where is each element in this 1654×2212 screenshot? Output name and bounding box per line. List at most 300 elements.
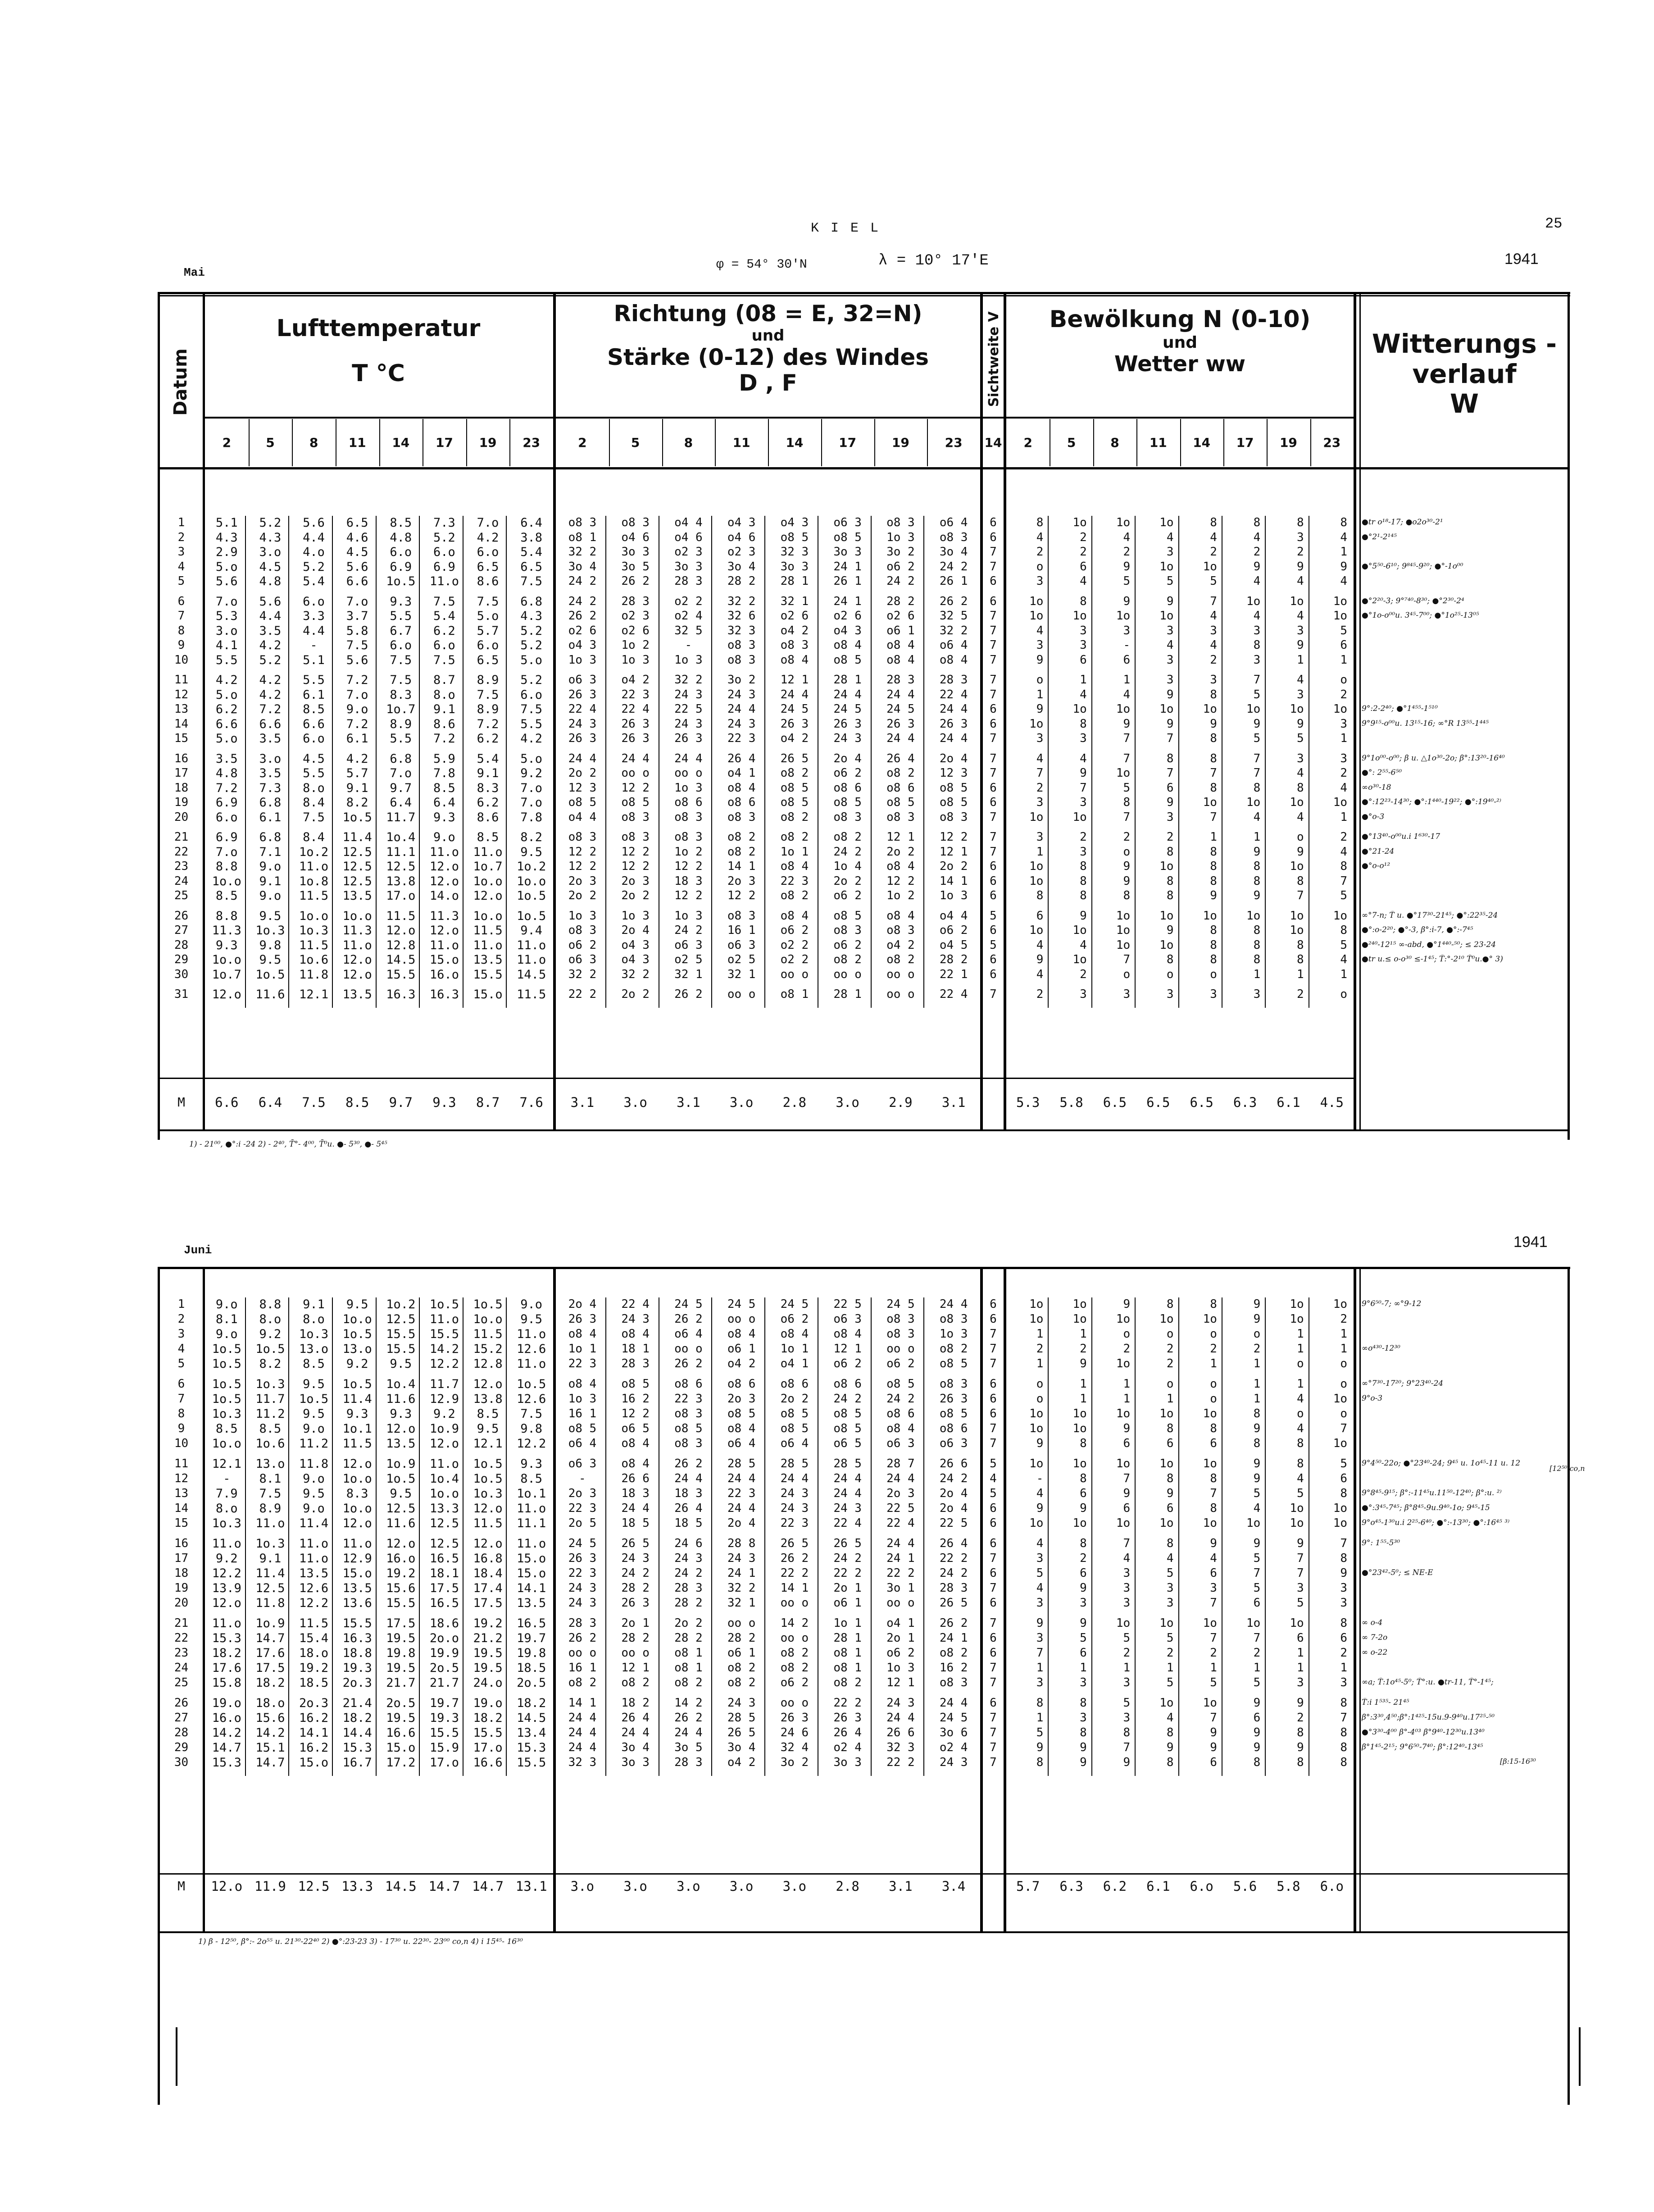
wind-hour-2: 2 bbox=[578, 435, 587, 450]
temp-cell: 15.5 bbox=[386, 967, 416, 982]
wind-cell: o6 2 bbox=[833, 889, 862, 902]
temp-cell: 1o.2 bbox=[517, 860, 546, 874]
cloud-cell: 1o bbox=[1072, 609, 1087, 623]
cloud-cell: 8 bbox=[1166, 1422, 1174, 1435]
mean-label: M bbox=[177, 1095, 185, 1110]
temp-cell: 7.5 bbox=[520, 702, 543, 716]
temp-hour-11: 11 bbox=[348, 435, 366, 450]
cloud-cell: 9 bbox=[1080, 1357, 1087, 1370]
temp-cell: 3.5 bbox=[259, 766, 282, 780]
cloud-cell: 8 bbox=[1210, 1502, 1217, 1515]
wind-cell: o8 3 bbox=[886, 1312, 915, 1326]
wind-cell: o4 5 bbox=[939, 938, 968, 952]
cloud-cell: 7 bbox=[1123, 732, 1131, 745]
wind-cell: 28 3 bbox=[621, 594, 650, 608]
temp-cell: 14.o bbox=[429, 889, 459, 903]
temp-cell: 12.5 bbox=[429, 1537, 459, 1551]
cloud-cell: 7 bbox=[1340, 1422, 1347, 1435]
day-number: 22 bbox=[174, 1631, 189, 1645]
cloud-cell: 3 bbox=[1080, 624, 1087, 637]
wind-cell: o6 3 bbox=[674, 938, 703, 952]
temp-cell: 12.9 bbox=[342, 1552, 372, 1566]
visibility-cell: 6 bbox=[990, 874, 997, 888]
cloud-cell: 2 bbox=[1080, 1342, 1087, 1356]
temp-cell: 1o.5 bbox=[473, 1297, 503, 1311]
cloud-cell: 9 bbox=[1253, 1726, 1261, 1739]
wind-cell: o8 4 bbox=[621, 1327, 650, 1341]
temp-cell: 8.9 bbox=[477, 702, 499, 716]
cloud-cell: 7 bbox=[1123, 1537, 1131, 1550]
cloud-cell: 9 bbox=[1210, 1537, 1217, 1550]
wind-cell: o8 1 bbox=[568, 530, 597, 544]
cloud-cell: 1o bbox=[1333, 796, 1347, 809]
wind-cell: o8 3 bbox=[568, 516, 597, 529]
weather-note: 9°6⁵⁰-7; ∞°9-12 bbox=[1362, 1299, 1422, 1308]
temp-cell: 11.5 bbox=[386, 909, 416, 923]
wind-cell: o6 4 bbox=[939, 638, 968, 652]
temp-cell: 14.1 bbox=[517, 1581, 546, 1595]
cloud-cell: 3 bbox=[1036, 796, 1044, 809]
temp-cell: 18.2 bbox=[342, 1711, 372, 1725]
wind-cell: 2o 4 bbox=[727, 1516, 756, 1530]
cloud-cell: 1o bbox=[1072, 1457, 1087, 1470]
temp-cell: 9.5 bbox=[390, 1487, 412, 1501]
wind-cell: 32 1 bbox=[780, 594, 809, 608]
temp-cell: 16.3 bbox=[429, 988, 459, 1001]
temp-cell: 15.3 bbox=[342, 1741, 372, 1755]
wind-hour-divider bbox=[609, 419, 610, 466]
weather-note: ●°:o-2²⁰; ●°-3, β°:i-7, ●°:-7⁴⁵ bbox=[1362, 925, 1473, 934]
wind-cell: 18 5 bbox=[621, 1516, 650, 1530]
cloud-cell: 1o bbox=[1203, 1312, 1217, 1326]
temp-cell: 12.5 bbox=[386, 1502, 416, 1516]
wind-cell: 26 4 bbox=[886, 751, 915, 765]
cloud-cell: 7 bbox=[1253, 1631, 1261, 1645]
cloud-cell: 5 bbox=[1253, 1487, 1261, 1500]
wind-cell: 26 2 bbox=[568, 609, 597, 623]
cloud-cell: 8 bbox=[1166, 751, 1174, 765]
temp-cell: 1o.5 bbox=[473, 1457, 503, 1471]
wind-cell: o8 5 bbox=[780, 796, 809, 809]
cloud-cell: 1o bbox=[1116, 702, 1131, 716]
cloud-cell: 9 bbox=[1210, 889, 1217, 902]
wind-mean-cell: 3.o bbox=[570, 1879, 595, 1894]
wind-col-line bbox=[711, 516, 712, 1008]
temp-hour-23: 23 bbox=[523, 435, 541, 450]
cloud-cell: 4 bbox=[1036, 624, 1044, 637]
wind-cell: o8 2 bbox=[780, 1661, 809, 1675]
wind-hour-8: 8 bbox=[684, 435, 693, 450]
day-number: 4 bbox=[177, 1342, 185, 1356]
wind-cell: 28 3 bbox=[674, 1756, 703, 1769]
wind-cell: 28 1 bbox=[833, 673, 862, 687]
wind-col-line bbox=[871, 516, 872, 1008]
visibility-cell: 7 bbox=[990, 845, 997, 859]
temp-cell: 8.5 bbox=[215, 889, 238, 903]
temp-cell: 5.5 bbox=[390, 732, 412, 746]
temp-cell: 15.6 bbox=[255, 1711, 285, 1725]
day-number: 30 bbox=[174, 1756, 189, 1769]
temp-cell: 12.o bbox=[342, 953, 372, 967]
wind-cell: 24 5 bbox=[780, 1297, 809, 1311]
wind-cell: 24 4 bbox=[780, 1472, 809, 1485]
day-number: 6 bbox=[177, 1377, 185, 1391]
cloud-cell: 3 bbox=[1210, 1581, 1217, 1595]
day-number: 20 bbox=[174, 1596, 189, 1610]
temp-mean-cell: 9.7 bbox=[389, 1095, 413, 1110]
temp-cell: 1o.o bbox=[473, 909, 503, 923]
cloud-cell: 8 bbox=[1210, 732, 1217, 745]
temp-cell: 5.o bbox=[520, 653, 543, 667]
cloud-cell: 8 bbox=[1340, 1696, 1347, 1710]
cloud-cell: o bbox=[1253, 1327, 1261, 1341]
cloud-cell: 7 bbox=[1210, 1596, 1217, 1610]
wind-cell: o8 4 bbox=[621, 1457, 650, 1470]
cloud-cell: 1 bbox=[1340, 1661, 1347, 1675]
cloud-cell: 4 bbox=[1166, 1711, 1174, 1725]
temp-col-line bbox=[506, 516, 507, 1008]
cloud-cell: 3 bbox=[1036, 732, 1044, 745]
wind-cell: oo o bbox=[568, 1646, 597, 1660]
wind-cell: o4 4 bbox=[568, 810, 597, 824]
wind-cell: 16 1 bbox=[568, 1407, 597, 1420]
wind-cell: 22 1 bbox=[939, 967, 968, 981]
temp-cell: 5.2 bbox=[520, 638, 543, 652]
cloud-cell: - bbox=[1123, 638, 1131, 652]
temp-cell: 4.5 bbox=[346, 545, 368, 559]
temp-cell: 7.o bbox=[346, 594, 368, 609]
weather-note: ●°o-o¹² bbox=[1362, 861, 1390, 870]
wind-cell: 3o 2 bbox=[780, 1756, 809, 1769]
temp-cell: 9.5 bbox=[303, 1487, 325, 1501]
day-number: 13 bbox=[174, 702, 189, 716]
temp-cell: 9.5 bbox=[390, 1357, 412, 1371]
table-row bbox=[160, 924, 1568, 938]
day-number: 14 bbox=[174, 717, 189, 731]
table-row bbox=[160, 1472, 1568, 1487]
wind-cell: 24 3 bbox=[886, 1696, 915, 1710]
temp-cell: 11.o bbox=[517, 953, 546, 967]
wind-cell: 16 1 bbox=[568, 1661, 597, 1675]
wind-cell: o8 4 bbox=[727, 1327, 756, 1341]
wind-cell: oo o bbox=[833, 967, 862, 981]
temp-cell: 17.o bbox=[429, 1756, 459, 1770]
year-juni: 1941 bbox=[1513, 1233, 1548, 1251]
temp-cell: 5.2 bbox=[259, 516, 282, 530]
wind-mean-cell: 3.o bbox=[623, 1095, 647, 1110]
wind-cell: o4 3 bbox=[780, 516, 809, 529]
bottom-margin-line-left bbox=[176, 2027, 177, 2086]
bottom-margin-line-right bbox=[1579, 2027, 1581, 2086]
wind-cell: 3o 1 bbox=[886, 1581, 915, 1595]
temp-cell: 12.2 bbox=[299, 1596, 329, 1610]
visibility-cell: 6 bbox=[990, 1537, 997, 1550]
cloud-cell: 2 bbox=[1080, 830, 1087, 844]
visibility-cell: 6 bbox=[990, 924, 997, 937]
cloud-cell: 5 bbox=[1210, 574, 1217, 588]
temp-cell: 12.o bbox=[212, 1596, 241, 1610]
cloud-cell: 4 bbox=[1296, 1392, 1304, 1406]
cloud-cell: 1o bbox=[1159, 1616, 1174, 1630]
cloud-cell: 6 bbox=[1166, 781, 1174, 795]
cloud-cell: 7 bbox=[1123, 953, 1131, 966]
cloud-cell: 1o bbox=[1116, 609, 1131, 623]
wind-cell: 22 3 bbox=[568, 1566, 597, 1580]
temp-cell: 19.2 bbox=[299, 1661, 329, 1675]
cloud-cell: 1o bbox=[1029, 810, 1044, 824]
day-number: 2 bbox=[177, 530, 185, 544]
cloud-cell: 1o bbox=[1333, 1437, 1347, 1450]
wind-cell: o4 1 bbox=[886, 1616, 915, 1630]
cloud-cell: 2 bbox=[1210, 653, 1217, 667]
wind-cell: o8 5 bbox=[939, 781, 968, 795]
temp-cell: 6.6 bbox=[346, 574, 368, 588]
cloud-cell: 3 bbox=[1340, 1581, 1347, 1595]
wind-mean-cell: 3.o bbox=[836, 1095, 859, 1110]
wind-cell: o6 3 bbox=[568, 1457, 597, 1470]
temp-cell: 19.9 bbox=[429, 1646, 459, 1660]
juni-weather-extra-2: [β:15-16³⁰ bbox=[1500, 1757, 1536, 1766]
temp-cell: 12.1 bbox=[212, 1457, 241, 1471]
cloud-cell: 8 bbox=[1340, 924, 1347, 937]
temp-cell: 11.o bbox=[429, 1312, 459, 1326]
wind-hour-11: 11 bbox=[732, 435, 750, 450]
cloud-cell: 1o bbox=[1159, 560, 1174, 573]
cloud-cell: 9 bbox=[1123, 560, 1131, 573]
cloud-col-line bbox=[1048, 516, 1049, 1008]
wind-cell: o8 5 bbox=[780, 781, 809, 795]
temp-cell: 9.1 bbox=[346, 781, 368, 795]
day-number: 21 bbox=[174, 1616, 189, 1630]
wind-cell: 24 5 bbox=[674, 1297, 703, 1311]
temp-cell: 9.1 bbox=[433, 702, 455, 716]
cloud-cell: 4 bbox=[1036, 1487, 1044, 1500]
cloud-cell: 1o bbox=[1116, 1407, 1131, 1420]
table-row bbox=[160, 1726, 1568, 1741]
cloud-cell: 1o bbox=[1116, 766, 1131, 780]
temp-cell: 9.1 bbox=[259, 874, 282, 888]
weather-note: ●°23⁴²-5⁰; ≤ NE-E bbox=[1362, 1568, 1433, 1577]
wind-cell: o8 6 bbox=[833, 1377, 862, 1391]
wind-cell: 24 2 bbox=[568, 594, 597, 608]
cloud-cell: 2 bbox=[1080, 967, 1087, 981]
day-number: 8 bbox=[177, 1407, 185, 1420]
wind-cell: 22 2 bbox=[568, 988, 597, 1001]
day-number: 1 bbox=[177, 516, 185, 529]
cloud-cell: 1 bbox=[1340, 653, 1347, 667]
temp-cell: 11.6 bbox=[255, 988, 285, 1001]
cloud-cell: 8 bbox=[1080, 594, 1087, 608]
wind-cell: oo o bbox=[727, 988, 756, 1001]
wind-cell: 26 2 bbox=[780, 1552, 809, 1565]
temp-cell: 6.9 bbox=[390, 560, 412, 574]
weather-note: T̄:i 1⁵³⁵- 21⁴⁵ bbox=[1362, 1698, 1409, 1707]
cloud-cell: 2 bbox=[1036, 988, 1044, 1001]
temp-cell: 5.4 bbox=[303, 574, 325, 588]
temp-cell: 1o.5 bbox=[386, 574, 416, 588]
visibility-cell: 7 bbox=[990, 1437, 997, 1450]
temp-cell: 15.3 bbox=[212, 1756, 241, 1770]
temp-cell: 7.5 bbox=[433, 653, 455, 667]
cloud-cell: 9 bbox=[1253, 845, 1261, 859]
temp-mean-cell: 6.4 bbox=[258, 1095, 282, 1110]
temp-cell: 13.4 bbox=[517, 1726, 546, 1740]
temp-cell: 1o.3 bbox=[255, 1537, 285, 1551]
cloud-cell: 5 bbox=[1123, 574, 1131, 588]
cloud-mean-cell: 6.5 bbox=[1146, 1095, 1170, 1110]
wind-cell: 32 2 bbox=[727, 1581, 756, 1595]
wind-cell: 28 3 bbox=[674, 1581, 703, 1595]
cloud-cell: 9 bbox=[1296, 1696, 1304, 1710]
wind-cell: 32 4 bbox=[780, 1741, 809, 1754]
cloud-cell: 1o bbox=[1029, 924, 1044, 937]
cloud-cell: 1o bbox=[1246, 702, 1261, 716]
cloud-cell: 3 bbox=[1080, 1711, 1087, 1725]
visibility-cell: 6 bbox=[990, 796, 997, 809]
wind-cell: 24 2 bbox=[833, 845, 862, 859]
visibility-cell: 7 bbox=[990, 1422, 997, 1435]
cloud-cell: 7 bbox=[1166, 732, 1174, 745]
wind-cell: o8 4 bbox=[886, 909, 915, 923]
temp-cell: 5.3 bbox=[215, 609, 238, 623]
cloud-cell: 1 bbox=[1123, 673, 1131, 687]
wind-hour-divider bbox=[715, 419, 716, 466]
table-row bbox=[160, 1741, 1568, 1756]
temp-cell: 5.4 bbox=[520, 545, 543, 559]
cloud-cell: 9 bbox=[1296, 1741, 1304, 1754]
table-row bbox=[160, 516, 1568, 531]
wind-cell: 26 5 bbox=[780, 751, 809, 765]
temp-cell: 8.7 bbox=[433, 673, 455, 687]
wind-cell: 22 3 bbox=[621, 687, 650, 701]
cloud-cell: 5 bbox=[1253, 732, 1261, 745]
wind-cell: o2 4 bbox=[939, 1741, 968, 1754]
wind-cell: o8 3 bbox=[674, 1437, 703, 1450]
cloud-cell: 1o bbox=[1333, 594, 1347, 608]
temp-cell: 19.o bbox=[212, 1696, 241, 1710]
temp-cell: 11.o bbox=[473, 845, 503, 859]
wind-cell: 26 4 bbox=[939, 1537, 968, 1550]
temp-cell: 5.6 bbox=[259, 594, 282, 609]
temp-cell: 1o.o bbox=[517, 874, 546, 888]
temp-cell: 18.6 bbox=[429, 1616, 459, 1630]
cloud-cell: 8 bbox=[1253, 938, 1261, 952]
cloud-cell: 1 bbox=[1080, 1327, 1087, 1341]
cloud-cell: 2 bbox=[1210, 545, 1217, 559]
visibility-cell: 6 bbox=[990, 530, 997, 544]
table-row bbox=[160, 766, 1568, 781]
wind-cell: 14 2 bbox=[674, 1696, 703, 1710]
wind-cell: 24 4 bbox=[621, 751, 650, 765]
wind-cell: 26 3 bbox=[568, 1312, 597, 1326]
wind-cell: 18 3 bbox=[674, 874, 703, 888]
cloud-cell: 2 bbox=[1253, 1646, 1261, 1660]
temp-cell: 15.1 bbox=[255, 1741, 285, 1755]
wind-cell: 3o 4 bbox=[727, 560, 756, 573]
temp-cell: 11.7 bbox=[255, 1392, 285, 1406]
wind-cell: o8 5 bbox=[568, 1422, 597, 1435]
weather-note: ●°13⁴⁰-o⁰⁰u.i 1⁶³⁰-17 bbox=[1362, 832, 1440, 841]
header-temperature: Lufttemperatur T °C bbox=[276, 315, 481, 387]
wind-cell: o8 3 bbox=[621, 516, 650, 529]
temp-cell: 12.o bbox=[473, 1537, 503, 1551]
cloud-cell: 7 bbox=[1123, 1741, 1131, 1754]
temp-cell: 11.5 bbox=[299, 1616, 329, 1630]
wind-cell: 12 2 bbox=[568, 845, 597, 859]
temp-cell: 1o.7 bbox=[212, 967, 241, 982]
temp-cell: 7.5 bbox=[477, 687, 499, 702]
temp-cell: 13.5 bbox=[342, 889, 372, 903]
temp-cell: 1o.o bbox=[212, 1437, 241, 1451]
temp-cell: 1o.5 bbox=[342, 1327, 372, 1341]
wind-cell: 26 4 bbox=[674, 1502, 703, 1515]
temp-cell: 5.o bbox=[477, 609, 499, 623]
cloud-cell: 4 bbox=[1253, 810, 1261, 824]
cloud-cell: 9 bbox=[1210, 717, 1217, 731]
wind-cell: 16 1 bbox=[727, 924, 756, 937]
cloud-cell: 9 bbox=[1166, 594, 1174, 608]
temp-cell: 11.4 bbox=[255, 1566, 285, 1580]
cloud-cell: 2 bbox=[1166, 1357, 1174, 1370]
cloud-mean-cell: 5.8 bbox=[1059, 1095, 1083, 1110]
cloud-hour-divider bbox=[1267, 419, 1268, 466]
cloud-cell: 9 bbox=[1166, 1741, 1174, 1754]
cloud-cell: 3 bbox=[1340, 717, 1347, 731]
wind-cell: 28 5 bbox=[727, 1457, 756, 1470]
wind-cell: - bbox=[579, 1472, 586, 1485]
wind-cell: 28 2 bbox=[727, 574, 756, 588]
day-number: 18 bbox=[174, 1566, 189, 1580]
wind-cell: 24 5 bbox=[568, 1537, 597, 1550]
wind-cell: 26 2 bbox=[674, 1312, 703, 1326]
juni-footnotes: 1) β - 12⁵⁰, β°:- 2o⁵⁵ u. 21³⁰-22⁴⁰ 2) ●°:23-23 3) - 17³⁰ u. 22³⁰- 23⁰⁰ co,n 4) i 15⁴⁵- 16³⁰ bbox=[198, 1937, 523, 1946]
cloud-cell: 4 bbox=[1166, 530, 1174, 544]
temp-cell: 6.4 bbox=[390, 796, 412, 810]
cloud-cell: 5 bbox=[1166, 574, 1174, 588]
cloud-cell: 4 bbox=[1253, 530, 1261, 544]
cloud-cell: 1 bbox=[1036, 845, 1044, 859]
wind-cell: 1o 3 bbox=[621, 909, 650, 923]
cloud-cell: 8 bbox=[1123, 889, 1131, 902]
cloud-cell: 3 bbox=[1123, 1581, 1131, 1595]
temp-cell: 11.8 bbox=[299, 1457, 329, 1471]
day-number: 19 bbox=[174, 1581, 189, 1595]
wind-cell: 1o 3 bbox=[568, 653, 597, 667]
cloud-cell: 1 bbox=[1036, 1357, 1044, 1370]
cloud-cell: 1 bbox=[1253, 1661, 1261, 1675]
wind-cell: 24 4 bbox=[568, 1726, 597, 1739]
cloud-cell: 1o bbox=[1072, 924, 1087, 937]
cloud-cell: 8 bbox=[1296, 874, 1304, 888]
cloud-cell: 8 bbox=[1340, 1756, 1347, 1769]
wind-cell: 24 4 bbox=[939, 1696, 968, 1710]
cloud-cell: 1 bbox=[1036, 1711, 1044, 1725]
day-number: 1 bbox=[177, 1297, 185, 1311]
cloud-cell: 9 bbox=[1340, 560, 1347, 573]
cloud-cell: 9 bbox=[1123, 1297, 1131, 1311]
wind-cell: o6 2 bbox=[568, 938, 597, 952]
temp-cell: 11.4 bbox=[342, 1392, 372, 1406]
wind-cell: 16 2 bbox=[621, 1392, 650, 1406]
wind-cell: o4 6 bbox=[727, 530, 756, 544]
wind-cell: 26 3 bbox=[886, 717, 915, 731]
table-row bbox=[160, 953, 1568, 968]
weather-note: ●°3³⁰-4⁰⁰ β°-4⁰³ β°9⁴⁰-12³⁰u.13⁴⁰ bbox=[1362, 1728, 1485, 1737]
wind-cell: o8 2 bbox=[886, 766, 915, 780]
wind-cell: 1o 4 bbox=[833, 860, 862, 873]
wind-cell: o4 4 bbox=[939, 909, 968, 923]
day-number: 12 bbox=[174, 687, 189, 701]
